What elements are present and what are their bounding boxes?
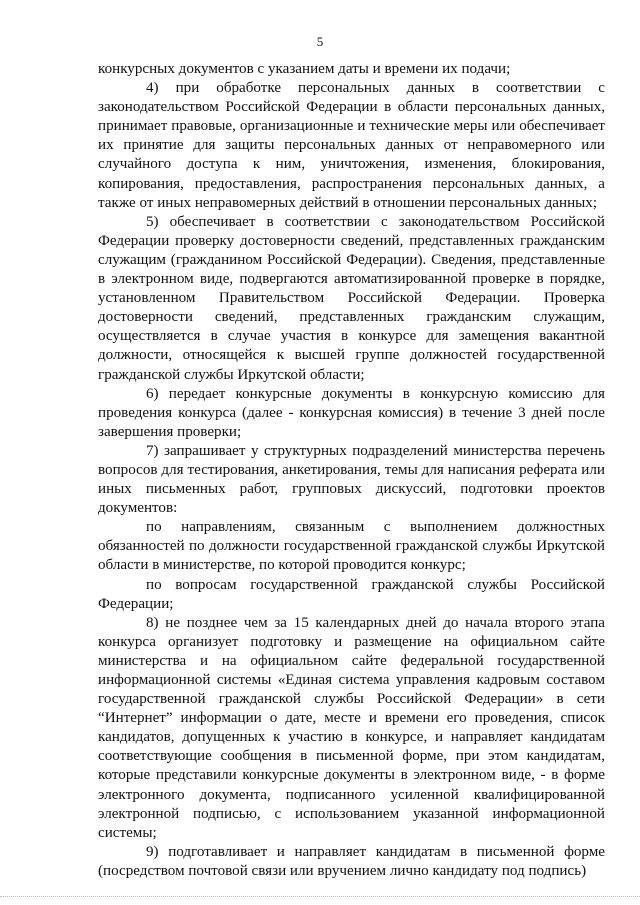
paragraph-item-7-sub-1: по направлениям, связанным с выполнением должностных обязанностей по должности государственной гражданской службы Иркутской области в министерстве, по которой проводится конкурс; (98, 519, 605, 574)
paragraph-item-7: 7) запрашивает у структурных подразделений министерства перечень вопросов для тестирования, анкетирования, темы для написания реферата или иных письменных работ, групповых дискуссий, подготовки проектов документов: (98, 442, 605, 517)
paragraph-item-5: 5) обеспечивает в соответствии с законодательством Российской Федерации проверку достоверности сведений, представленных гражданским служащим (гражданином Российской Федерации). Сведения, представленные в электронном виде, подвергаются автоматизированной проверке в порядке, установленном Правительством Российской Федерации. Проверка достоверности сведений, представленных гражданским служащим, осуществляется в случае участия в конкурсе для замещения вакантной должности, относящейся к высшей группе должностей государственной гражданской службы Иркутской области; (98, 213, 605, 383)
paragraph-item-8: 8) не позднее чем за 15 календарных дней до начала второго этапа конкурса организует подготовку и размещение на официальном сайте министерства и на официальном сайте федеральной государственной информационной системы «Единая система управления кадровым составом государственной гражданской службы Российской Федерации» в сети “Интернет” информации о дате, месте и времени его проведения, список кандидатов, допущенных к участию в конкурсе, и направляет кандидатам соответствующие сообщения в письменной форме, при этом кандидатам, которые представили конкурсные документы в электронном виде, - в форме электронного документа, подписанного усиленной квалифицированной электронной подписью, с использованием указанной информационной системы; (98, 614, 605, 841)
paragraph-continuation: конкурсных документов с указанием даты и времени их подачи; (98, 61, 511, 77)
paragraph-item-4: 4) при обработке персональных данных в соответствии с законодательством Российской Федерации в области персональных данных, принимает правовые, организационные и технические меры или обеспечивает их принятие для защиты персональных данных от неправомерного или случайного доступа к ним, уничтожения, изменения, блокирования, копирования, предоставления, распространения персональных данных, а также от иных неправомерных действий в отношении персональных данных; (98, 80, 605, 211)
paragraph-item-7-sub-2: по вопросам государственной гражданской службы Российской Федерации; (98, 576, 605, 612)
bottom-edge-line (0, 896, 640, 898)
page-number: 5 (316, 34, 324, 49)
paragraph-item-9: 9) подготавливает и направляет кандидатам в письменной форме (посредством почтовой связи или вручением лично кандидату под подпись) (98, 843, 605, 879)
document-body (98, 60, 605, 881)
paragraph-item-6: 6) передает конкурсные документы в конкурсную комиссию для проведения конкурса (далее - конкурсная комиссия) в течение 3 дней после завершения проверки; (98, 385, 605, 440)
